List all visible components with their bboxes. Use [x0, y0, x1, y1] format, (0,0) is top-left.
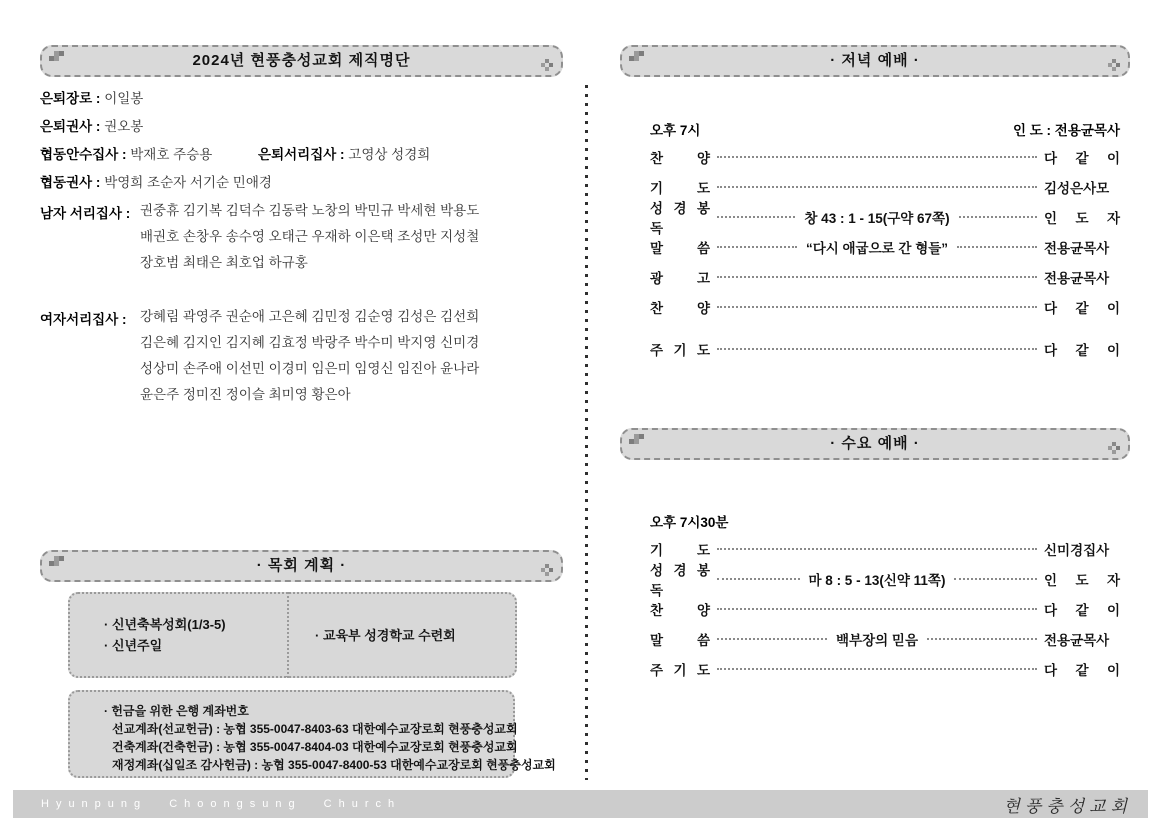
bank-account-line: 건축계좌(건축헌금) : 농협 355-0047-8404-03 대한예수교장로회 현풍충성교회 [112, 740, 518, 754]
roster-header-box [40, 45, 563, 77]
dotted-leader [717, 306, 1037, 308]
sermon-title: “다시 애굽으로 간 형들” [805, 241, 949, 256]
dotted-leader [927, 638, 1037, 640]
male-deacons-line: 권중휴 김기복 김덕수 김동락 노창의 박민규 박세현 박용도 [140, 203, 480, 218]
plan-cell-right [289, 592, 517, 678]
roster-row: 협동권사 : 박영희 조순자 서기순 민애경 [40, 175, 272, 190]
scripture-reference: 마 8 : 5 - 13(신약 11쪽) [808, 573, 946, 588]
roster-list [40, 90, 563, 412]
female-deacons-line: 윤은주 정미진 정이슬 최미영 황은아 [140, 387, 351, 402]
service-row: 말 씀 백부장의 믿음 전용균목사 [650, 624, 1120, 654]
service-row: 성 경 봉 독 창 43 : 1 - 15(구약 67쪽) 인 도 자 [650, 201, 1120, 236]
service-row: 찬 양 다 같 이 [650, 151, 1120, 166]
service-row: 광 고 전용균목사 [650, 271, 1110, 286]
female-deacons-line: 성상미 손주애 이선민 이경미 임은미 임영신 임진아 윤나라 [140, 361, 480, 376]
sermon-title: 백부장의 믿음 [836, 633, 918, 648]
dotted-leader [959, 216, 1037, 218]
dotted-leader [954, 578, 1037, 580]
female-deacons-block: 여자서리집사 : 강혜림 곽영주 권순애 고은혜 김민정 김순영 김성은 김선희 김은혜 김지인 김지혜 김효정 박랑주 박수미 박지영 신미경 성상미 손주애 이선민 이경미 임은미 임영신 임진아 윤나라 윤은주 정미진 정이슬 최미영 황은아 [40, 308, 563, 412]
dotted-leader [957, 246, 1037, 248]
male-deacons-line: 배권호 손창우 송수영 오태근 우재하 이은택 조성만 지성철 [140, 229, 480, 244]
wednesday-title: · 수요 예배 · [830, 435, 920, 452]
evening-header-box [620, 45, 1130, 77]
dotted-leader [717, 578, 800, 580]
roster-row: 은퇴권사 : 권오봉 [40, 119, 144, 134]
evening-service-order [650, 120, 1120, 364]
corner-ornament-icon [541, 564, 553, 576]
dotted-leader [717, 216, 795, 218]
female-deacons-line: 김은혜 김지인 김지혜 김효정 박랑주 박수미 박지영 신미경 [140, 335, 480, 350]
service-row: 찬 양 다 같 이 [650, 603, 1120, 618]
service-row: 기 도 김성은사모 [650, 181, 1110, 196]
plan-title: · 목회 계획 · [256, 557, 347, 574]
dotted-leader [717, 668, 1037, 670]
dotted-leader [717, 156, 1037, 158]
service-row: 말 씀 “다시 애굽으로 간 형들” 전용균목사 [650, 232, 1120, 262]
corner-ornament-icon [49, 51, 64, 66]
plan-cell-left [68, 592, 289, 678]
service-row: 기 도 신미경집사 [650, 543, 1110, 558]
dotted-leader [717, 276, 1037, 278]
bank-account-box [68, 690, 556, 778]
service-time-row [650, 120, 1120, 142]
dotted-leader [717, 246, 797, 248]
corner-ornament-icon [49, 556, 64, 571]
plan-boxes [68, 592, 517, 678]
plan-item: · 교육부 성경학교 수련회 [315, 627, 456, 643]
dotted-leader [717, 638, 827, 640]
male-deacons-line: 장호범 최태은 최호업 하규홍 [140, 255, 308, 270]
service-row: 찬 양 다 같 이 [650, 301, 1120, 316]
dotted-leader [717, 548, 1037, 550]
service-time: 오후 7시30분 [650, 515, 729, 530]
roster-row: 은퇴장로 : 이일봉 [40, 91, 144, 106]
footer-bar [13, 790, 1148, 818]
corner-ornament-icon [1108, 442, 1120, 454]
dotted-leader [717, 608, 1037, 610]
scripture-reference: 창 43 : 1 - 15(구약 67쪽) [804, 211, 950, 226]
wednesday-header-box [620, 428, 1130, 460]
dotted-leader [717, 348, 1037, 350]
service-time-row [650, 512, 1120, 534]
service-row: 성 경 봉 독 마 8 : 5 - 13(신약 11쪽) 인 도 자 [650, 563, 1120, 598]
bank-account-line: 선교계좌(선교헌금) : 농협 355-0047-8403-63 대한예수교장로회 현풍충성교회 [112, 722, 518, 736]
female-deacons-line: 강혜림 곽영주 권순애 고은혜 김민정 김순영 김성은 김선희 [140, 309, 480, 324]
male-deacons-block: 남자 서리집사 : 권중휴 김기복 김덕수 김동락 노창의 박민규 박세현 박용도 배권호 손창우 송수영 오태근 우재하 이은택 조성만 지성철 장호범 최태은 최호업 하규홍 [40, 202, 563, 280]
bank-account-line: 재정계좌(십일조 감사헌금) : 농협 355-0047-8400-53 대한예수교장로회 현풍충성교회 [112, 758, 556, 772]
service-row: 주 기 도 다 같 이 [650, 663, 1120, 678]
corner-ornament-icon [541, 59, 553, 71]
plan-item: · 신년축복성회(1/3-5) [104, 617, 226, 632]
roster-row: 협동안수집사 : 박재호 주승용 은퇴서리집사 : 고영상 성경희 [40, 147, 431, 162]
bank-heading: · 헌금을 위한 은행 계좌번호 [104, 704, 249, 718]
roster-title: 2024년 현풍충성교회 제직명단 [192, 52, 411, 69]
evening-title: · 저녁 예배 · [830, 52, 920, 69]
service-leader: 인 도 : 전용균목사 [1012, 123, 1120, 138]
corner-ornament-icon [629, 434, 644, 449]
service-row: 주 기 도 다 같 이 [650, 343, 1120, 358]
column-divider [585, 85, 588, 780]
corner-ornament-icon [1108, 59, 1120, 71]
wednesday-service-order [650, 512, 1120, 684]
footer-church-name-en: Hyunpung Choongsung Church [41, 798, 402, 810]
plan-header-box [40, 550, 563, 582]
service-time: 오후 7시 [650, 123, 701, 138]
plan-item: · 신년주일 [104, 638, 163, 653]
corner-ornament-icon [629, 51, 644, 66]
footer-church-name-ko: 현풍충성교회 [1003, 796, 1132, 817]
dotted-leader [717, 186, 1037, 188]
